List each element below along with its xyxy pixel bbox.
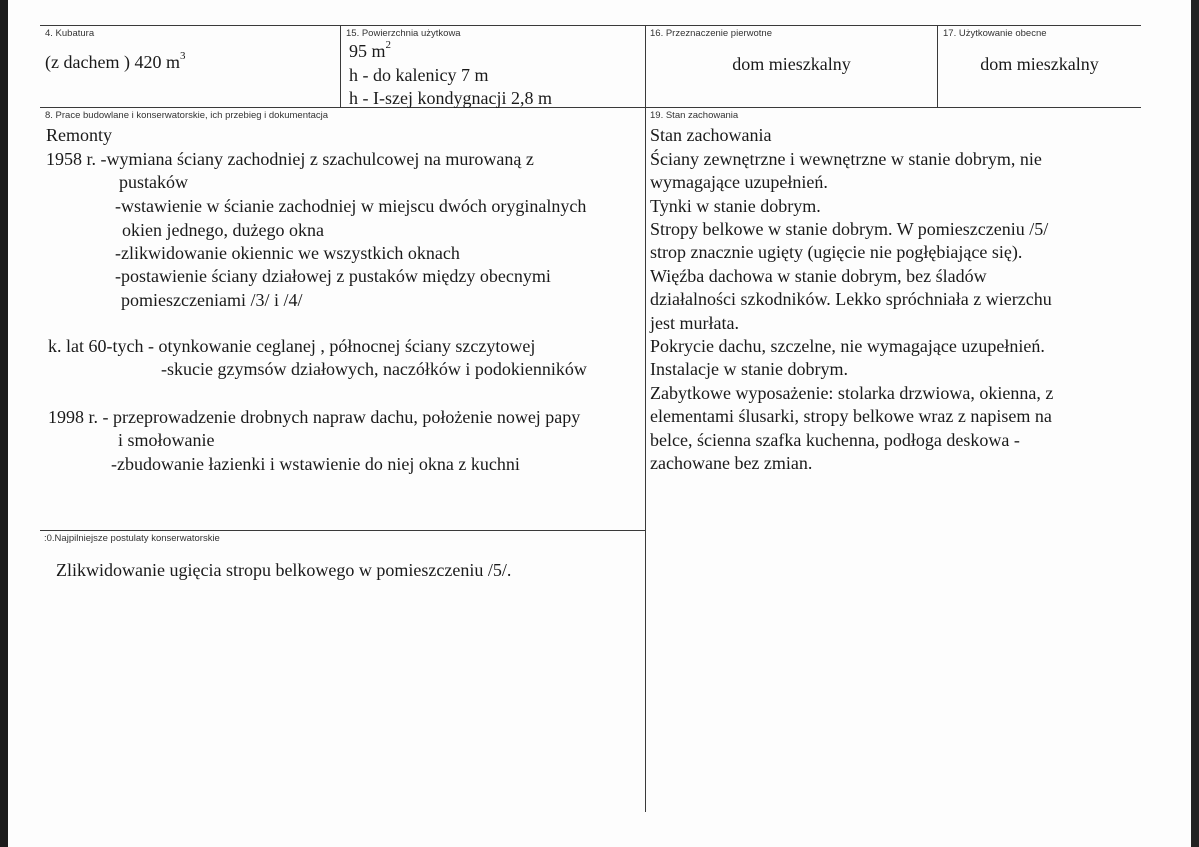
prace-line-1998: 1998 r. - przeprowadzenie drobnych napraw dachu, położenie nowej papy — [48, 407, 581, 427]
uzytkowanie-label: 17. Użytkowanie obecne — [943, 28, 1047, 39]
stan-line-8: działalności szkodników. Lekko spróchniała z wierzchu — [650, 289, 1052, 309]
stan-line-7: Więźba dachowa w stanie dobrym, bez śladów — [650, 266, 987, 286]
przeznaczenie-value: dom mieszkalny — [732, 54, 851, 74]
stan-line-10: Pokrycie dachu, szczelne, nie wymagające uzupełnień. — [650, 336, 1045, 356]
stan-line-2: Ściany zewnętrzne i wewnętrzne w stanie dobrym, nie — [650, 149, 1042, 169]
stan-line-12: Zabytkowe wyposażenie: stolarka drzwiowa, okienna, z — [650, 383, 1054, 403]
kubatura-value-text: (z dachem ) 420 m — [45, 52, 180, 72]
kubatura-value — [45, 50, 185, 74]
przeznaczenie-label: 16. Przeznaczenie pierwotne — [650, 28, 772, 39]
stan-line-1: Stan zachowania — [650, 125, 772, 145]
kubatura-label: 4. Kubatura — [45, 28, 95, 39]
rule-top — [40, 25, 1141, 26]
powierzchnia-area-text: 95 m — [349, 41, 386, 61]
stan-line-15: zachowane bez zmian. — [650, 453, 813, 473]
postulaty-value: Zlikwidowanie ugięcia stropu belkowego w pomieszczeniu /5/. — [56, 560, 512, 580]
prace-line-1958-cont: pustaków — [119, 172, 188, 192]
prace-heading: Remonty — [46, 125, 112, 145]
prace-line-okiennice: -zlikwidowanie okiennic we wszystkich oknach — [115, 243, 460, 263]
rule-col-15 — [340, 25, 341, 107]
powierzchnia-area — [349, 39, 391, 63]
scan-edge-right — [1191, 0, 1199, 847]
rule-header-bottom — [40, 107, 1141, 108]
powierzchnia-label: 15. Powierzchnia użytkowa — [346, 28, 461, 39]
rule-section8-bottom — [40, 530, 645, 531]
stan-line-6: strop znacznie ugięty (ugięcie nie pogłębiające się). — [650, 242, 1023, 262]
prace-line-1958: 1958 r. -wymiana ściany zachodniej z szachulcowej na murowaną z — [46, 149, 534, 169]
rule-col-16 — [645, 25, 646, 812]
scan-edge-left — [0, 0, 8, 847]
stan-line-11: Instalacje w stanie dobrym. — [650, 359, 848, 379]
postulaty-label: :0.Najpilniejsze postulaty konserwatorskie — [44, 533, 220, 544]
prace-line-lata60: k. lat 60-tych - otynkowanie ceglanej , północnej ściany szczytowej — [48, 336, 536, 356]
prace-line-lazienka: -zbudowanie łazienki i wstawienie do niej okna z kuchni — [111, 454, 520, 474]
powierzchnia-unit-exponent: 2 — [385, 39, 392, 51]
prace-line-okna-cont: okien jednego, dużego okna — [122, 220, 324, 240]
prace-line-sciana-cont: pomieszczeniami /3/ i /4/ — [121, 290, 303, 310]
uzytkowanie-value: dom mieszkalny — [980, 54, 1099, 74]
powierzchnia-height-storey: h - I-szej kondygnacji 2,8 m — [349, 88, 552, 108]
kubatura-unit-exponent: 3 — [179, 50, 186, 62]
stan-line-9: jest murłata. — [650, 313, 739, 333]
stan-line-4: Tynki w stanie dobrym. — [650, 196, 821, 216]
stan-line-14: belce, ścienna szafka kuchenna, podłoga deskowa - — [650, 430, 1020, 450]
prace-line-gzymsy: -skucie gzymsów działowych, naczółków i podokienników — [161, 359, 587, 379]
prace-line-1998-cont: i smołowanie — [118, 430, 215, 450]
powierzchnia-height-ridge: h - do kalenicy 7 m — [349, 65, 489, 85]
stan-line-5: Stropy belkowe w stanie dobrym. W pomieszczeniu /5/ — [650, 219, 1049, 239]
stan-line-13: elementami ślusarki, stropy belkowe wraz z napisem na — [650, 406, 1052, 426]
stan-line-3: wymagające uzupełnień. — [650, 172, 828, 192]
stan-label: 19. Stan zachowania — [650, 110, 739, 121]
prace-label: 8. Prace budowlane i konserwatorskie, ich przebieg i dokumentacja — [45, 110, 329, 121]
prace-line-okna: -wstawienie w ścianie zachodniej w miejscu dwóch oryginalnych — [115, 196, 587, 216]
prace-line-sciana: -postawienie ściany działowej z pustaków między obecnymi — [115, 266, 551, 286]
